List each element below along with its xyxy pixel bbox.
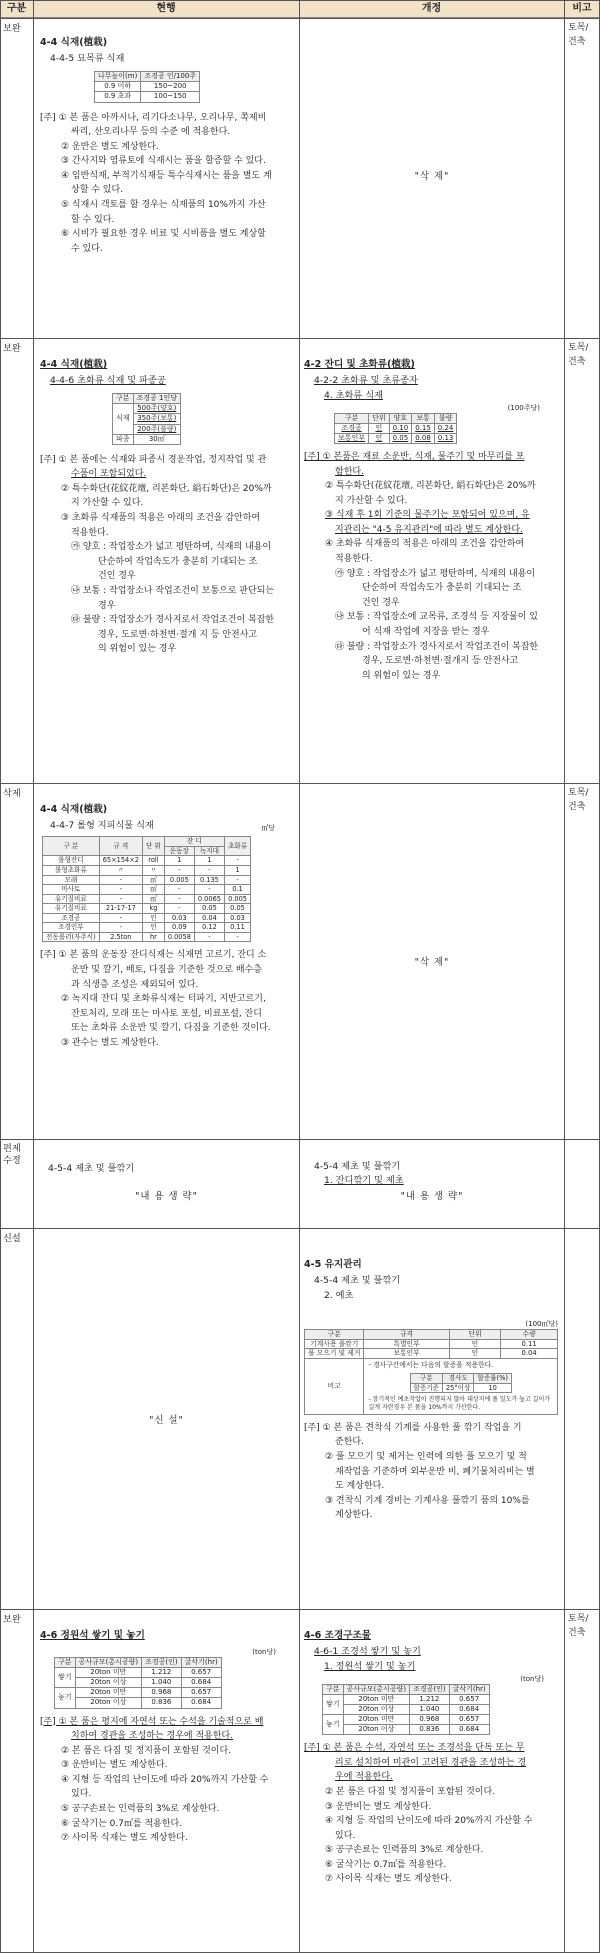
table-cell: 100~150 <box>141 92 200 102</box>
note-line: 치하여 경관을 조성하는 경우에 적용한다. <box>71 1731 234 1742</box>
note-line: [주] ① 본 품은 평지에 자연석 또는 수석을 기술적으로 배 <box>40 1716 264 1727</box>
row-category: 삭제 <box>3 788 21 799</box>
section-title: 4-6 정원석 쌓기 및 놓기 <box>40 1630 145 1641</box>
table-header: 규 격 <box>99 837 142 856</box>
note-line: [주] ① 본 품은 아까시나, 리기다소나무, 오리나무, 쪽제비 <box>40 112 267 123</box>
table-cell: 0.684 <box>449 1725 489 1735</box>
header-remark: 비고 <box>564 0 600 18</box>
row5-current <box>40 1629 295 1949</box>
data-table <box>94 71 200 102</box>
table-cell: 0.657 <box>449 1694 489 1704</box>
table-header: 구분 <box>410 1374 442 1384</box>
note-line: 의 위험이 있는 경우 <box>362 670 441 681</box>
table-cell: 0.09 <box>164 923 194 933</box>
table-header: 수량 <box>501 1329 558 1339</box>
table-cell: ㎥ <box>142 875 164 885</box>
note-line: 수 있다. <box>71 243 103 254</box>
note-line: 어 식재 작업에 지장을 받는 경우 <box>362 626 490 637</box>
table-cell: 식재 <box>113 404 134 434</box>
deleted-label: "삭 제" <box>414 171 450 182</box>
table-cell: 0.005 <box>164 875 194 885</box>
omitted-label: "내 용 생 략" <box>400 1191 464 1202</box>
note-line: ④ 지형 등 작업의 난이도에 따라 20%까지 가산할 수 <box>61 1774 269 1785</box>
table-header: 굴삭기(hr) <box>449 1684 489 1694</box>
table-cell: 인 <box>449 1349 501 1359</box>
section-title: 4-6 조경구조물 <box>304 1630 372 1641</box>
note-line: 과 식생층 조성은 제외되어 있다. <box>71 979 199 990</box>
table-header: 잔 디 <box>164 837 224 847</box>
table-cell: 0.0065 <box>194 894 224 904</box>
table-cell: 기계사용 풀깎기 <box>305 1339 364 1349</box>
table-header: 구분 <box>113 394 134 404</box>
row-category: 편제 수정 <box>3 1143 21 1167</box>
table-cell: 비고 <box>305 1359 364 1415</box>
note-line: ⑥ 시비가 필요한 경우 비료 및 시비품을 별도 계상할 <box>61 229 266 240</box>
new-label: "신 설" <box>149 1415 184 1426</box>
table-cell: 0.15 <box>412 423 435 433</box>
table-cell: 0.657 <box>181 1688 221 1698</box>
table-header: 초화류 <box>224 837 250 856</box>
note-line: 할 수 있다. <box>71 214 115 225</box>
note-line: 잔토처리, 모래 또는 마사토 포설, 비료포설, 잔디 <box>71 1008 262 1019</box>
table-cell: kg <box>142 904 164 914</box>
note-line: 단순하여 작업속도가 충분히 기대되는 조 <box>362 583 522 594</box>
table-cell: 20ton 이상 <box>343 1704 410 1714</box>
table-cell: 0.05 <box>194 904 224 914</box>
table-cell: 500주(양호) <box>133 404 181 414</box>
notes <box>304 450 562 683</box>
table-cell: 0.968 <box>142 1688 182 1698</box>
table-cell: - <box>194 865 224 875</box>
table-cell: ㎥ <box>142 885 164 895</box>
table-cell: 0.12 <box>194 923 224 933</box>
note-line: 건인 경우 <box>362 597 400 608</box>
note-line: 상할 수 있다. <box>71 185 124 196</box>
notes <box>304 1421 562 1523</box>
notes <box>40 111 295 257</box>
table-cell: - <box>164 894 194 904</box>
table-cell: 유기질비료 <box>43 904 100 914</box>
table-cell: 20ton 미만 <box>343 1715 410 1725</box>
table-header: 구분 <box>335 413 369 423</box>
section-subtitle: 4-2-2 초화류 및 초류종자 <box>314 374 418 386</box>
note-line: ⑤ 식재시 객토를 할 경우는 식재품의 10%까지 가산 <box>61 200 266 210</box>
row-category: 보완 <box>3 23 21 34</box>
table-cell: 〃 <box>142 865 164 875</box>
unit-label: ㎡당 <box>261 823 275 832</box>
table-cell: - <box>224 875 250 885</box>
section-subsub: 2. 예초 <box>324 1290 354 1302</box>
table-cell: 0.0058 <box>164 932 194 942</box>
table-cell: 인 <box>369 433 390 443</box>
note-line: ② 특수화단(花紋花壇, 리본화단, 絹石화단)은 20%까 <box>325 481 536 492</box>
unit-label: (ton당) <box>520 1674 544 1683</box>
section-subtitle: 4-4-6 초화류 식재 및 파종공 <box>50 374 166 386</box>
table-cell: 1.212 <box>142 1668 182 1678</box>
table-cell: - <box>194 932 224 942</box>
table-cell: 조경공 <box>335 423 369 433</box>
table-header: 굴삭기(hr) <box>181 1658 221 1668</box>
table-cell: 인 <box>449 1339 501 1349</box>
note-line: ③ 관수는 별도 계상한다. <box>61 1037 159 1048</box>
grid-line <box>0 0 600 1</box>
note-line: ⑦ 사이목 식재는 별도 계상한다. <box>325 1874 452 1885</box>
section-subtitle: 4-6-1 조경석 쌓기 및 놓기 <box>314 1645 421 1657</box>
table-cell: 모래 <box>43 875 100 885</box>
table-header: 나무높이(m) <box>95 72 141 82</box>
table-cell: 350주(보통) <box>133 414 181 424</box>
grid-line <box>0 18 600 19</box>
table-cell: 200주(불량) <box>133 424 181 434</box>
table-cell: 놓기 <box>55 1688 76 1708</box>
table-header: 양호 <box>389 413 412 423</box>
table-cell: 〃 <box>99 865 142 875</box>
table-cell: 놓기 <box>323 1715 344 1735</box>
data-table <box>322 1684 490 1735</box>
row-remark: 토목/ 건축 <box>568 1614 589 1638</box>
table-cell: 0.9 이하 <box>95 82 141 92</box>
data-table <box>334 413 457 444</box>
note-line: [주] ① 본 품은 견착식 기계를 사용한 풀 깎기 작업을 기 <box>304 1422 522 1433</box>
note-line: 지관리는 "4-5 유지관리"에 따라 별도 계상한다. <box>335 524 523 535</box>
section-title: 4-5 유지관리 <box>304 1259 362 1270</box>
table-cell: - <box>194 885 224 895</box>
note-line: ⑥ 굴삭기는 0.7㎥를 적용한다. <box>61 1818 183 1829</box>
table-cell: 조경공 <box>43 913 100 923</box>
note-line: ⑦ 사이목 식재는 별도 계상한다. <box>61 1833 188 1844</box>
note-line: ④ 지형 등 작업의 난이도에 따라 20%까지 가산할 수 <box>325 1816 533 1827</box>
note-line: ㉮ 양호 : 작업장소가 넓고 평탄하며, 식재의 내용이 <box>335 568 536 579</box>
table-cell: 보통인부 <box>335 433 369 443</box>
note-line: [주] ① 본 품의 운동장 잔디식재는 식재면 고르기, 잔디 소 <box>40 950 267 961</box>
note-line: ⑥ 굴삭기는 0.7㎥를 적용한다. <box>325 1859 447 1870</box>
notes <box>40 453 295 657</box>
data-table <box>42 836 251 942</box>
note-line: ③ 식재 후 1회 기준의 물주기는 포함되어 있으며, 유 <box>325 510 530 521</box>
table-cell: 0.968 <box>410 1715 450 1725</box>
table-header: 구분 <box>323 1684 344 1694</box>
row4-revised <box>304 1258 562 1606</box>
note-line: 경우, 도로변·하천변·절개 지 등 안전사고 <box>98 629 258 640</box>
section-subsub: 4. 초화류 식재 <box>324 390 383 402</box>
table-cell: 0.684 <box>181 1678 221 1688</box>
note-line: 건인 경우 <box>98 571 136 582</box>
section-subtitle: 4-4-7 롤형 지피식물 식재 <box>50 819 154 831</box>
table-header: 단위 <box>369 413 390 423</box>
table-header: 조경공(인) <box>410 1684 450 1694</box>
row3-current-subtitle: 4-5-4 제초 및 풀깎기 <box>48 1163 135 1174</box>
row5-revised <box>304 1629 562 1949</box>
table-cell: 조경인부 <box>43 923 100 933</box>
row-remark: 토목/ 건축 <box>568 788 589 812</box>
table-header: 구분 <box>55 1658 76 1668</box>
note-line: 우에 적용한다. <box>335 1772 393 1783</box>
note-line: 준한다. <box>335 1437 364 1448</box>
note-line: ㉯ 보통 : 작업장소나 작업조건이 보통으로 판단되는 <box>71 585 275 596</box>
table-cell: 21-17-17 <box>99 904 142 914</box>
notes <box>304 1741 562 1887</box>
note-line: 운반 및 깔기, 배토, 다짐을 기준한 것으로 배수층 <box>71 965 262 976</box>
table-cell: 0.13 <box>434 433 457 443</box>
note-line: 싸리, 산오리나무 등의 수준 에 적용한다. <box>71 127 231 138</box>
table-cell: 0.04 <box>501 1349 558 1359</box>
notes <box>40 948 295 1050</box>
table-cell: ㎥ <box>142 894 164 904</box>
table-header: 녹지대 <box>194 846 224 856</box>
table-header: 구 분 <box>43 837 100 856</box>
note-line: 경우, 도로변·하천변·절개지 등 안전사고 <box>362 656 519 667</box>
table-header: 공사규모(총시공량) <box>343 1684 410 1694</box>
table-cell: - <box>164 865 194 875</box>
table-cell: 0.05 <box>224 904 250 914</box>
table-cell: 인 <box>142 923 164 933</box>
table-cell: 20ton 이상 <box>75 1698 142 1708</box>
unit-label: (ton당) <box>252 1647 276 1656</box>
table-cell: 0.836 <box>142 1698 182 1708</box>
table-cell: 0.08 <box>412 433 435 443</box>
note-line: 있다. <box>71 1789 92 1800</box>
note-line: ㉰ 불량 : 작업장소가 경사지로서 작업조건이 복잡한 <box>71 615 275 626</box>
table-cell: 0.836 <box>410 1725 450 1735</box>
table-cell: 20ton 미만 <box>75 1668 142 1678</box>
table-cell: 풀 모으기 및 제거 <box>305 1349 364 1359</box>
table-header: 조경공 인/100주 <box>141 72 200 82</box>
note-line: ② 특수화단(花紋花壇, 리본화단, 絹石화단)은 20%까 <box>61 483 272 494</box>
row3-revised-subsub: 1. 잔디깎기 및 제초 <box>324 1175 404 1186</box>
table-cell: - <box>224 932 250 942</box>
note-line: 또는 초화류 소운반 및 깔기, 다짐을 기준한 것이다. <box>71 1023 271 1034</box>
grid-line <box>0 1139 600 1140</box>
table-cell: 인 <box>142 913 164 923</box>
note-line: 지 가산할 수 있다. <box>335 495 408 506</box>
table-cell: 0.05 <box>389 433 412 443</box>
table-cell: - <box>99 923 142 933</box>
note-line: ㉯ 보통 : 작업장소에 교목류, 조경석 등 지장물이 있 <box>335 612 538 623</box>
note-line: ② 본 품은 다짐 및 정지품이 포함된 것이다. <box>61 1745 232 1756</box>
table-header: 운동장 <box>164 846 194 856</box>
notes <box>40 1715 295 1846</box>
table-cell: 쌓기 <box>323 1694 344 1714</box>
table-cell: 0.24 <box>434 423 457 433</box>
table-cell: - <box>164 885 194 895</box>
section-subtitle: 4-5-4 제초 및 풀깎기 <box>314 1274 401 1286</box>
table-header: 규격 <box>364 1329 449 1339</box>
table-header: 경사도 <box>442 1374 473 1384</box>
table-header: 조경공(인) <box>142 1658 182 1668</box>
row-remark: 토목/ 건축 <box>568 343 589 367</box>
table-cell: - <box>164 904 194 914</box>
remark-cell <box>364 1359 558 1415</box>
data-table <box>54 1657 222 1708</box>
note-line: 수품이 포함되었다. <box>71 469 147 480</box>
table-cell: 할증기준 <box>410 1383 442 1393</box>
table-cell: 1.040 <box>142 1678 182 1688</box>
table-cell: 20ton 이상 <box>75 1678 142 1688</box>
table-cell: 특별인부 <box>364 1339 449 1349</box>
table-header: 공사규모(총시공량) <box>75 1658 142 1668</box>
table-cell: 쌓기 <box>55 1668 76 1688</box>
note-line: ③ 운반비는 별도 계상한다. <box>325 1801 432 1812</box>
note-line: 도 계상한다. <box>335 1481 385 1492</box>
table-cell: 0.04 <box>194 913 224 923</box>
table-header: 불량 <box>434 413 457 423</box>
table-cell: 0.11 <box>224 923 250 933</box>
note-line: ② 본 품은 다짐 및 정지품이 포함된 것이다. <box>325 1786 496 1797</box>
grid-line <box>0 338 600 339</box>
grid-line <box>0 1228 600 1229</box>
table-cell: 전동롤러(자주식) <box>43 932 100 942</box>
note-line: ② 풀 모으기 및 제거는 인력에 의한 풀 모으기 및 적 <box>325 1451 527 1462</box>
table-cell: 마사토 <box>43 885 100 895</box>
note-line: ② 운반은 별도 계상한다. <box>61 141 159 152</box>
table-cell: - <box>99 894 142 904</box>
note-line: [주] ① 본 품은 수석, 자연석 또는 조경석을 단독 또는 무 <box>304 1743 525 1754</box>
note-line: ⑤ 공구손료는 인력품의 3%로 계상한다. <box>61 1803 220 1814</box>
table-cell: 0.657 <box>181 1668 221 1678</box>
table-cell: 0.03 <box>224 913 250 923</box>
table-cell: roll <box>142 856 164 866</box>
table-cell: - <box>99 913 142 923</box>
note-line: [주] ① 본 품에는 식재와 파종시 경운작업, 정지작업 및 관 <box>40 454 267 465</box>
note-line: ② 녹지대 잔디 및 초화류식재는 터파기, 지반고르기, <box>61 994 266 1005</box>
note-line: 적용한다. <box>71 527 109 538</box>
table-cell: 파종 <box>113 434 134 444</box>
table-cell: 1 <box>164 856 194 866</box>
grid-line <box>0 1609 600 1610</box>
table-cell: 롤형초화류 <box>43 865 100 875</box>
table-cell: 0.684 <box>449 1704 489 1714</box>
row0-current <box>40 36 295 336</box>
note-line: ④ 초화류 식재품의 적용은 아래의 조건을 감안하여 <box>325 539 525 550</box>
table-cell: 1.040 <box>410 1704 450 1714</box>
grid-line <box>564 0 565 1953</box>
omitted-label: "내 용 생 략" <box>135 1191 198 1202</box>
table-cell: 0.005 <box>224 894 250 904</box>
table-cell: 20ton 미만 <box>343 1694 410 1704</box>
table-cell: 1.212 <box>410 1694 450 1704</box>
note-line: ④ 임반식재, 부적기식재등 특수식재시는 품을 별도 계 <box>61 170 272 181</box>
row-remark: 토목/ 건축 <box>568 23 589 47</box>
table-cell: 0.657 <box>449 1715 489 1725</box>
note-line: ③ 간사지와 염류토에 식재시는 품을 할증할 수 있다. <box>61 156 266 167</box>
table-cell: 0.684 <box>181 1698 221 1708</box>
table-cell: 0.03 <box>164 913 194 923</box>
unit-label: (100주당) <box>507 403 540 412</box>
note-line: 함한다. <box>335 466 364 477</box>
table-cell: 0.1 <box>224 885 250 895</box>
table-cell: - <box>99 875 142 885</box>
table-cell: 인 <box>369 423 390 433</box>
remark-line: - 경사구간에서는 다음의 할증을 적용한다. <box>368 1361 494 1370</box>
table-cell: 150~200 <box>141 82 200 92</box>
table-cell: 유기질비료 <box>43 894 100 904</box>
note-line: ㉮ 양호 : 작업장소가 넓고 평탄하며, 식재의 내용이 <box>71 542 272 553</box>
grid-line <box>33 0 34 1953</box>
table-cell: 롤형잔디 <box>43 856 100 866</box>
table-cell: 0.11 <box>501 1339 558 1349</box>
table-cell: 보통인부 <box>364 1349 449 1359</box>
note-line: 지 가산할 수 있다. <box>71 498 144 509</box>
table-cell: 0.135 <box>194 875 224 885</box>
table-header: 조경공 1인당 <box>133 394 181 404</box>
table-cell: hr <box>142 932 164 942</box>
header-current: 현행 <box>33 0 299 18</box>
header-category: 구분 <box>0 0 33 18</box>
table-cell: - <box>224 856 250 866</box>
table-cell: 1 <box>194 856 224 866</box>
remark-line: - 장기적인 예초작업이 진행되지 않아 대상지에 풀 밀도가 높고 길이가 길게 자란경우 본 품을 10%까지 가산한다. <box>368 1396 551 1411</box>
section-title: 4-4 식재(植栽) <box>40 804 108 815</box>
note-line: [주] ① 본품은 재료 소운반, 식재, 물주기 및 마무리를 포 <box>304 452 525 463</box>
row1-current <box>40 358 295 778</box>
table-header: 구분 <box>305 1329 364 1339</box>
row3-revised-subtitle: 4-5-4 제초 및 풀깎기 <box>314 1161 401 1172</box>
note-line: 리로 설치하여 미관이 고려된 경관을 조성하는 경 <box>335 1757 527 1768</box>
section-title: 4-4 식재(植栽) <box>40 37 108 48</box>
grid-line <box>0 783 600 784</box>
table-cell: 20ton 미만 <box>75 1688 142 1698</box>
table-cell: 2.5ton <box>99 932 142 942</box>
grid-line <box>0 0 1 1953</box>
row1-revised <box>304 358 562 780</box>
table-header: 단위 <box>449 1329 501 1339</box>
grid-line <box>299 0 300 1953</box>
table-cell: 1 <box>224 865 250 875</box>
note-line: 단순하여 작업속도가 충분히 기대되는 조 <box>98 556 258 567</box>
note-line: 경우 <box>98 600 116 611</box>
note-line: 계상한다. <box>335 1510 373 1521</box>
note-line: 적용한다. <box>335 554 373 565</box>
section-title: 4-4 식재(植栽) <box>40 359 108 370</box>
note-line: ③ 견착식 기계 경비는 기계사용 풀깎기 품의 10%를 <box>325 1495 530 1506</box>
deleted-label: "삭 제" <box>414 957 450 968</box>
note-line: ⑤ 공구손료는 인력품의 3%로 계상한다. <box>325 1845 484 1856</box>
table-cell: 0.10 <box>389 423 412 433</box>
note-line: 의 위험이 있는 경우 <box>98 644 177 655</box>
section-title: 4-2 잔디 및 초화류(植栽) <box>304 359 415 370</box>
row-category: 보완 <box>3 343 21 354</box>
row-category: 보완 <box>3 1614 21 1625</box>
table-cell: 10 <box>474 1383 512 1393</box>
unit-label: (100㎡당) <box>525 1319 558 1328</box>
row2-current <box>40 803 295 1137</box>
table-header: 단 위 <box>142 837 164 856</box>
note-line: 재작업을 기준하며 외부운반 비, 폐기물처리비는 별 <box>335 1466 535 1477</box>
inner-table <box>410 1373 512 1393</box>
table-header: 할증률(%) <box>474 1374 512 1384</box>
data-table <box>112 393 181 444</box>
row-category: 신설 <box>3 1233 21 1244</box>
section-subsub: 1. 정원석 쌓기 및 놓기 <box>324 1661 416 1673</box>
table-header: 보통 <box>412 413 435 423</box>
section-subtitle: 4-4-5 묘목류 식재 <box>50 52 125 64</box>
note-line: ③ 운반비는 별도 계상한다. <box>61 1760 168 1771</box>
note-line: 있다. <box>335 1830 356 1841</box>
note-line: ㉰ 불량 : 작업장소가 경사지로서 작업조건이 복잡한 <box>335 641 539 652</box>
table-cell: 25°이상 <box>442 1383 473 1393</box>
header-revised: 개정 <box>299 0 564 18</box>
table-cell: 30㎡ <box>133 434 181 444</box>
table-cell: 65×154×2 <box>99 856 142 866</box>
table-cell: 0.9 초과 <box>95 92 141 102</box>
table-cell: - <box>99 885 142 895</box>
note-line: ③ 초화류 식재품의 적용은 아래의 조건을 감안하여 <box>61 513 261 524</box>
table-cell: 20ton 이상 <box>343 1725 410 1735</box>
data-table <box>304 1329 558 1415</box>
